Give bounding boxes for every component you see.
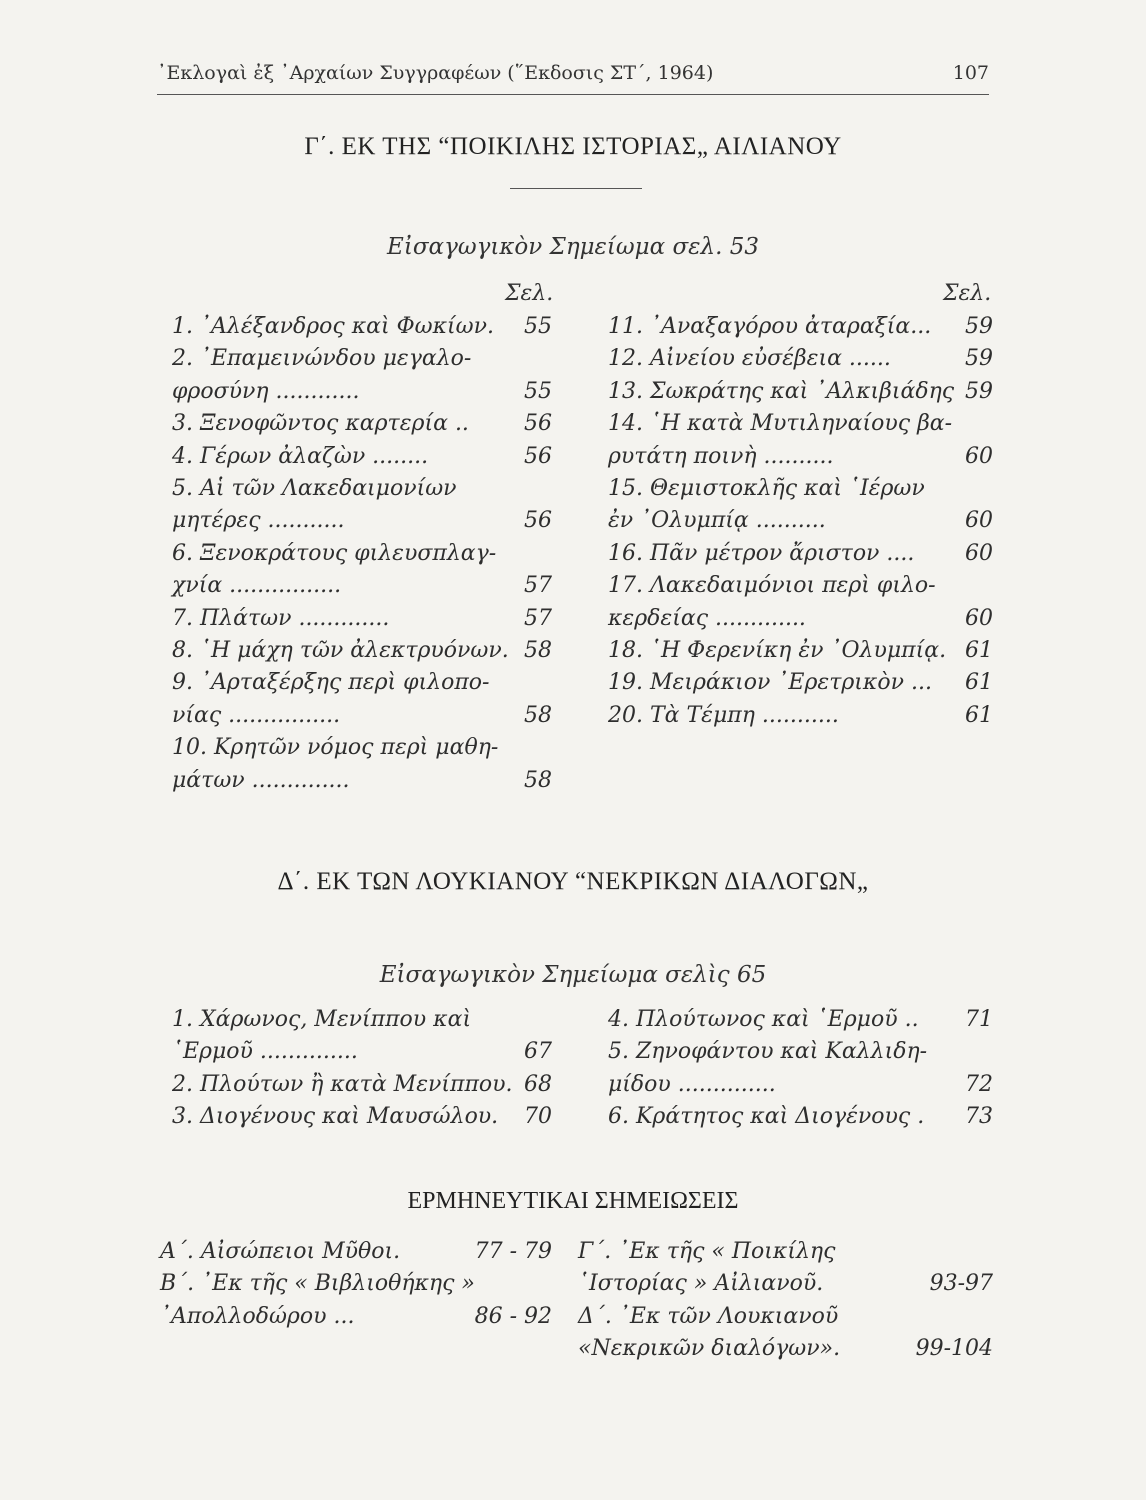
toc-entry-title: 7. Πλάτων ............. [172, 605, 390, 631]
toc-entry-title: Β΄. ᾿Εκ τῆς « Βιβλιοθήκης » [160, 1271, 475, 1297]
toc-entry-page: 56 [524, 443, 552, 469]
hermeneutic-right-column [578, 1239, 993, 1379]
running-head-title: ᾿Εκλογαὶ ἐξ ᾿Αρχαίων Συγγραφέων (῞Εκδοσις ΣΤ΄, 1964) [157, 62, 714, 84]
toc-entry-page: 56 [524, 411, 552, 437]
toc-entry [172, 1104, 552, 1129]
toc-entry-title: 12. Αἰνείου εὐσέβεια ...... [608, 346, 891, 372]
toc-entry-title: Δ΄. ᾿Εκ τῶν Λουκιανοῦ [578, 1303, 839, 1329]
section-d-title: Δ΄. ΕΚ ΤΩΝ ΛΟΥΚΙΑΝΟΥ “ΝΕΚΡΙΚΩΝ ΔΙΑΛΟΓΩΝ„ [277, 868, 869, 895]
toc-entry-page: 93-97 [929, 1271, 993, 1297]
toc-entry-title: 1. ᾿Αλέξανδρος καὶ Φωκίων. [172, 314, 494, 339]
right-column-heading: Σελ. [943, 281, 992, 306]
toc-entry [172, 638, 552, 663]
section-d-left-column [172, 1007, 552, 1147]
toc-entry [608, 1007, 993, 1032]
toc-entry-title: 8. ῾Η μάχη τῶν ἀλεκτρυόνων. [172, 638, 509, 663]
toc-entry-page: 60 [965, 508, 993, 534]
toc-entry-title: 4. Γέρων ἀλαζὼν ........ [172, 443, 429, 469]
toc-entry-title: 9. ᾿Αρταξέρξης περὶ φιλοπο- [172, 670, 490, 696]
toc-entry [608, 476, 993, 501]
toc-entry [172, 703, 552, 728]
toc-entry-page: 67 [524, 1039, 552, 1065]
toc-entry-title: 5. Ζηνοφάντου καὶ Καλλιδη- [608, 1039, 928, 1065]
toc-entry [608, 444, 993, 469]
toc-entry [172, 346, 552, 371]
toc-entry-title: μάτων .............. [172, 767, 350, 793]
toc-entry [608, 638, 993, 663]
toc-entry-title: 19. Μειράκιον ᾿Ερετρικὸν ... [608, 670, 932, 696]
toc-entry-title: 3. Ξενοφῶντος καρτερία .. [172, 411, 469, 437]
toc-entry [578, 1271, 993, 1296]
toc-entry [608, 1104, 993, 1129]
toc-entry [172, 670, 552, 695]
toc-entry-page: 58 [524, 638, 552, 663]
toc-entry-page: 59 [965, 314, 993, 339]
toc-entry [608, 411, 993, 436]
left-column-heading: Σελ. [505, 281, 554, 306]
toc-entry [608, 346, 993, 371]
toc-entry [172, 573, 552, 598]
toc-entry-title: 6. Ξενοκράτους φιλευσπλαγ- [172, 540, 497, 566]
toc-entry [608, 541, 993, 566]
toc-entry [608, 314, 993, 339]
toc-entry-title: 14. ῾Η κατὰ Μυτιληναίους βα- [608, 411, 953, 437]
toc-entry [608, 1039, 993, 1064]
hermeneutic-title: ΕΡΜΗΝΕΥΤΙΚΑΙ ΣΗΜΕΙΩΣΕΙΣ [407, 1188, 739, 1214]
toc-entry-page: 60 [965, 443, 993, 469]
toc-entry [608, 703, 993, 728]
toc-entry-title: μίδου .............. [608, 1071, 776, 1097]
toc-entry-page: 73 [965, 1104, 993, 1130]
toc-entry-page: 61 [965, 670, 993, 696]
toc-entry-title: ᾿Απολλοδώρου ... [160, 1303, 355, 1329]
toc-entry-page: 55 [524, 314, 552, 339]
section-c-right-column [608, 314, 993, 774]
toc-entry-page: 57 [524, 605, 552, 631]
toc-entry-title: μητέρες ........... [172, 508, 345, 534]
toc-entry-page: 59 [965, 378, 993, 404]
toc-entry [172, 508, 552, 533]
toc-entry-page: 59 [965, 346, 993, 372]
section-c-title: Γ΄. ΕΚ ΤΗΣ “ΠΟΙΚΙΛΗΣ ΙΣΤΟΡΙΑΣ„ ΑΙΛΙΑΝΟΥ [304, 133, 842, 160]
toc-entry-title: «Νεκρικῶν διαλόγων». [578, 1336, 841, 1362]
toc-entry-page: 60 [965, 540, 993, 566]
toc-entry [172, 444, 552, 469]
toc-entry [578, 1336, 993, 1361]
toc-entry-title: νίας ................ [172, 702, 341, 728]
toc-entry-title: ἐν ᾿Ολυμπίᾳ .......... [608, 508, 826, 534]
section-c-rule [510, 188, 642, 189]
page-number: 107 [952, 62, 989, 84]
toc-entry-page: 56 [524, 508, 552, 534]
toc-entry-page: 68 [524, 1071, 552, 1097]
section-d-right-column [608, 1007, 993, 1147]
toc-entry [172, 606, 552, 631]
toc-entry [172, 476, 552, 501]
toc-entry [172, 541, 552, 566]
toc-entry [608, 606, 993, 631]
toc-entry [578, 1239, 993, 1264]
toc-entry-page: 99-104 [915, 1336, 993, 1362]
toc-entry-title: 6. Κράτητος καὶ Διογένους . [608, 1104, 925, 1130]
toc-entry [608, 379, 993, 404]
toc-entry [172, 1039, 552, 1064]
toc-entry [608, 573, 993, 598]
toc-entry-title: ῾Ιστορίας » Αἰλιανοῦ. [578, 1271, 824, 1297]
toc-entry-page: 61 [965, 638, 993, 663]
toc-entry-page: 57 [524, 573, 552, 599]
hermeneutic-left-column [160, 1239, 552, 1349]
toc-entry [578, 1304, 993, 1329]
toc-entry-title: 2. ᾿Επαμεινώνδου μεγαλο- [172, 346, 472, 372]
toc-entry [608, 1072, 993, 1097]
section-c-left-column [172, 314, 552, 834]
toc-entry-title: 11. ᾿Αναξαγόρου ἀταραξία... [608, 314, 932, 339]
toc-entry-title: 5. Αἱ τῶν Λακεδαιμονίων [172, 476, 457, 501]
toc-entry-title: Γ΄. ᾿Εκ τῆς « Ποικίλης [578, 1239, 836, 1264]
toc-entry-title: 17. Λακεδαιμόνιοι περὶ φιλο- [608, 573, 936, 599]
toc-entry-page: 70 [524, 1104, 552, 1130]
toc-entry-page: 58 [524, 767, 552, 793]
toc-entry [172, 314, 552, 339]
toc-entry [172, 1072, 552, 1097]
toc-entry-page: 77 - 79 [474, 1239, 552, 1264]
toc-entry-page: 58 [524, 702, 552, 728]
toc-entry [160, 1239, 552, 1264]
toc-entry [172, 1007, 552, 1032]
toc-entry-title: 10. Κρητῶν νόμος περὶ μαθη- [172, 735, 499, 761]
toc-entry-page: 60 [965, 605, 993, 631]
toc-entry-page: 55 [524, 378, 552, 404]
toc-entry-title: 4. Πλούτωνος καὶ ῾Ερμοῦ .. [608, 1007, 919, 1032]
toc-entry-title: χνία ................ [172, 573, 342, 599]
toc-entry [172, 411, 552, 436]
toc-entry-title: κερδείας ............. [608, 605, 806, 631]
toc-entry [172, 768, 552, 793]
toc-entry [608, 670, 993, 695]
section-d-intro: Εἰσαγωγικὸν Σημείωμα σελὶς 65 [379, 962, 767, 988]
section-c-intro: Εἰσαγωγικὸν Σημείωμα σελ. 53 [387, 234, 759, 260]
toc-entry-title: 20. Τὰ Τέμπη ........... [608, 702, 839, 728]
toc-entry-title: Α΄. Αἰσώπειοι Μῦθοι. [160, 1239, 401, 1264]
toc-entry-title: 1. Χάρωνος, Μενίππου καὶ [172, 1007, 472, 1032]
toc-entry [160, 1271, 552, 1296]
toc-entry-page: 61 [965, 702, 993, 728]
toc-entry-title: 3. Διογένους καὶ Μαυσώλου. [172, 1104, 499, 1130]
toc-entry-page: 72 [965, 1071, 993, 1097]
toc-entry-title: ρυτάτη ποινὴ .......... [608, 443, 834, 469]
toc-entry-title: 15. Θεμιστοκλῆς καὶ ῾Ιέρων [608, 476, 925, 501]
toc-entry-title: 16. Πᾶν μέτρον ἄριστον .... [608, 540, 915, 566]
toc-entry [160, 1304, 552, 1329]
toc-entry-page: 86 - 92 [474, 1303, 552, 1329]
toc-entry [172, 379, 552, 404]
toc-entry-title: 13. Σωκράτης καὶ ᾿Αλκιβιάδης [608, 378, 955, 404]
toc-entry-title: ῾Ερμοῦ .............. [172, 1039, 358, 1065]
running-head [157, 62, 989, 95]
toc-entry-title: 2. Πλούτων ἢ κατὰ Μενίππου. [172, 1071, 513, 1097]
toc-entry-title: φροσύνη ............ [172, 378, 360, 404]
toc-entry [172, 735, 552, 760]
toc-entry [608, 508, 993, 533]
toc-entry-page: 71 [965, 1007, 993, 1032]
toc-entry-title: 18. ῾Η Φερενίκη ἐν ᾿Ολυμπίᾳ. [608, 638, 947, 663]
